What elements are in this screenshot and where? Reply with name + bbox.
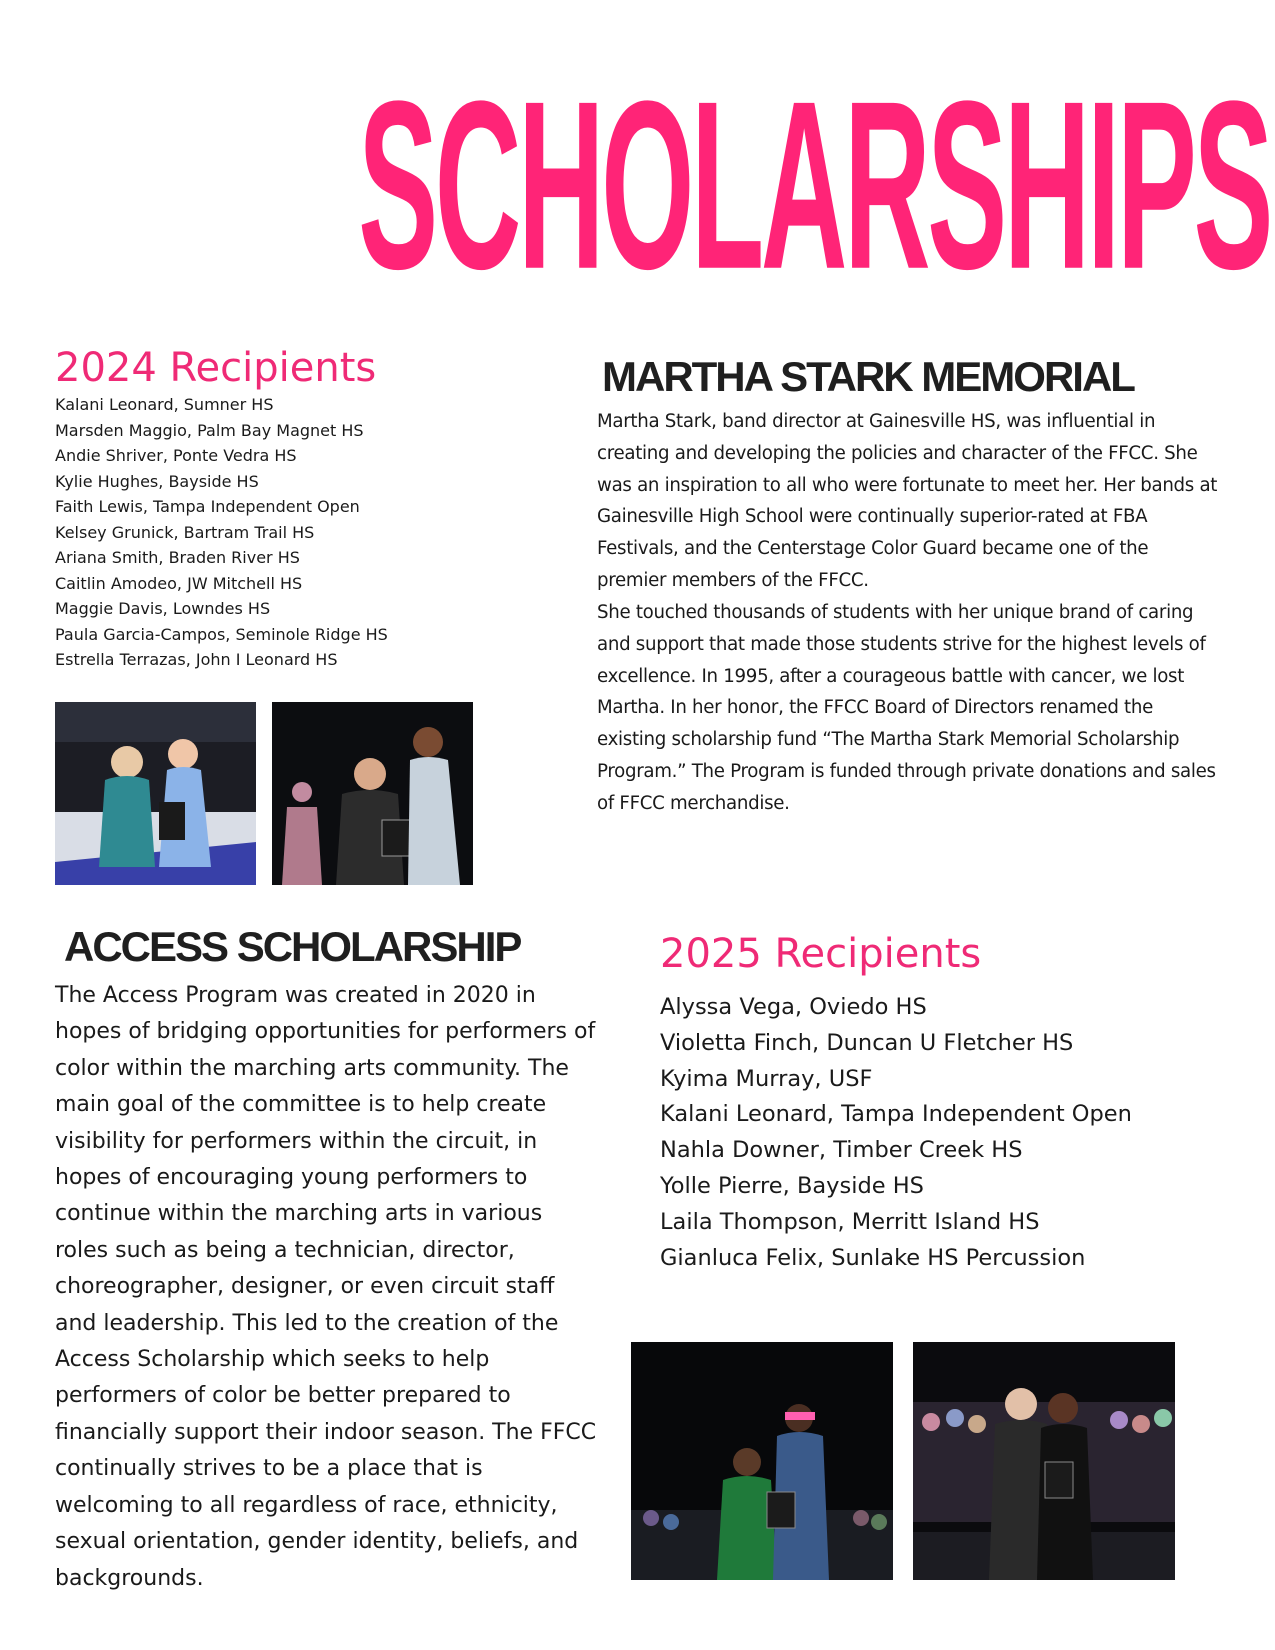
list-item: Andie Shriver, Ponte Vedra HS [55, 446, 297, 465]
list-item: Violetta Finch, Duncan U Fletcher HS [660, 1029, 1074, 1056]
list-item: Laila Thompson, Merritt Island HS [660, 1208, 1040, 1235]
photo-2024-award-right [272, 702, 473, 885]
list-item: Kalani Leonard, Sumner HS [55, 395, 274, 414]
list-item: Gianluca Felix, Sunlake HS Percussion [660, 1244, 1086, 1271]
list-item: Ariana Smith, Braden River HS [55, 548, 300, 567]
recipients-2025-heading: 2025 Recipients [660, 931, 982, 977]
list-item: Maggie Davis, Lowndes HS [55, 599, 271, 618]
recipients-2025-list [660, 990, 1132, 1276]
list-item: Kylie Hughes, Bayside HS [55, 471, 259, 491]
page-banner [0, 18, 1275, 348]
list-item: Paula Garcia-Campos, Seminole Ridge HS [55, 624, 388, 644]
photo-2025-award-right [913, 1342, 1175, 1580]
recipients-2024-heading: 2024 Recipients [55, 345, 377, 391]
list-item: Estrella Terrazas, John I Leonard HS [55, 650, 338, 669]
martha-stark-paragraph-1: Martha Stark, band director at Gainesville HS, was influential in creating and developing the policies and character of the FFCC. She was an inspiration to all who were fortunate to meet her. Her bands at Gainesville High School were continually superior-rated at FBA Festivals, and the Centerstage Color Guard became one of the premier members of the FFCC. [597, 411, 1218, 591]
list-item: Kelsey Grunick, Bartram Trail HS [55, 522, 315, 542]
martha-stark-heading: MARTHA STARK MEMORIAL [602, 353, 1134, 400]
list-item: Marsden Maggio, Palm Bay Magnet HS [55, 420, 364, 440]
access-heading: ACCESS SCHOLARSHIP [64, 923, 521, 970]
list-item: Caitlin Amodeo, JW Mitchell HS [55, 573, 303, 593]
list-item: Yolle Pierre, Bayside HS [660, 1172, 924, 1199]
list-item: Kalani Leonard, Tampa Independent Open [660, 1101, 1132, 1128]
list-item: Alyssa Vega, Oviedo HS [660, 994, 927, 1020]
photo-2024-award-left [55, 702, 256, 885]
access-paragraph: The Access Program was created in 2020 in hopes of bridging opportunities for performers of color within the marching arts community. The main goal of the committee is to help create visibility for performers within the circuit, in hopes of encouraging young performers to continue within the marching arts in various roles such as being a technician, director, choreographer, designer, or even circuit staff and leadership. This led to the creation of the Access Scholarship which seeks to help performers of color be better prepared to financially support their indoor season. The FFCC continually strives to be a place that is welcoming to all regardless of race, ethnicity, sexual orientation, gender identity, beliefs, and backgrounds. [55, 983, 597, 1591]
recipients-2024-list [55, 392, 388, 673]
list-item: Nahla Downer, Timber Creek HS [660, 1137, 1023, 1164]
martha-stark-paragraph-2: She touched thousands of students with her unique brand of caring and support that made those students strive for the highest levels of excellence. In 1995, after a courageous battle with cancer, we lost Martha. In her honor, the FFCC Board of Directors renamed the existing scholarship fund “The Martha Stark Memorial Scholarship Program.” The Program is funded through private donations and sales of FFCC merchandise. [597, 602, 1216, 814]
photo-2025-award-left [631, 1342, 893, 1580]
list-item: Kyima Murray, USF [660, 1065, 873, 1092]
banner-title: SCHOLARSHIPS [358, 51, 1271, 320]
list-item: Faith Lewis, Tampa Independent Open [55, 497, 360, 516]
